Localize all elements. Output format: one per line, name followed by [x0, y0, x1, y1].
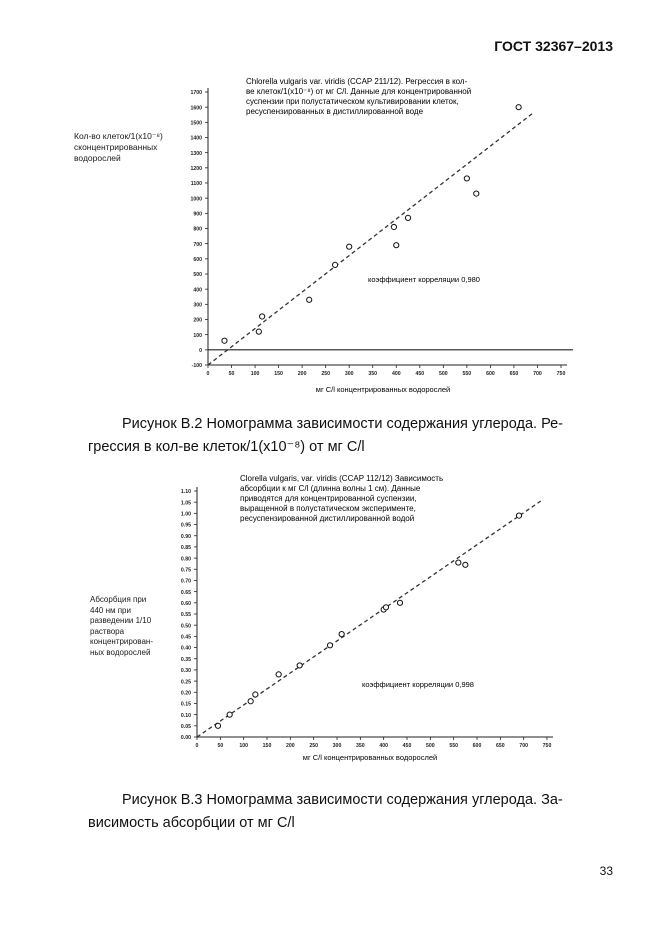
figure2-ylabel-line: разведении 1/10 — [90, 616, 152, 625]
figure1-caption — [88, 413, 618, 459]
figure1-x-tick-label: 750 — [556, 371, 566, 377]
figure2-legend-line: выращенной в полустатическом эксперименте, — [240, 504, 416, 513]
figure2-ylabel-line: концентрирован- — [90, 637, 153, 646]
figure2-xlabel: мг C/l концентрированных водорослей — [302, 753, 438, 762]
figure2-x-tick-label: 650 — [496, 743, 505, 749]
figure2-caption — [88, 789, 618, 835]
figure1-xlabel: мг C/l концентрированных водорослей — [315, 385, 451, 394]
figure2-y-tick-label: 0.25 — [180, 679, 191, 686]
figure2-y-tick-label: 0.95 — [180, 522, 191, 529]
figure2-data-point — [253, 692, 258, 697]
figure2-data-point — [227, 712, 232, 717]
figure2-y-tick-label: 0.35 — [180, 656, 191, 663]
figure1-data-point — [260, 314, 265, 319]
figure1-y-tick-label: 500 — [193, 272, 202, 279]
figure1-trend-line — [208, 113, 533, 365]
figure1-x-tick-label: 300 — [344, 371, 354, 377]
figure2-data-point — [456, 560, 461, 565]
figure1-y-tick-label: 100 — [193, 332, 202, 339]
figure2-x-tick-label: 600 — [472, 743, 482, 749]
figure1-data-point — [464, 176, 469, 181]
figure2-x-tick-label: 550 — [449, 743, 458, 749]
figure1-y-tick-label: 1400 — [190, 135, 202, 142]
figure1-data-point — [307, 297, 312, 302]
figure2-y-tick-label: 0.40 — [180, 645, 191, 652]
standard-number: ГОСТ 32367–2013 — [494, 38, 613, 54]
figure2-y-tick-label: 0.90 — [180, 533, 191, 540]
figure2-annotation: коэффициент корреляции 0,998 — [362, 680, 474, 689]
figure1-x-tick-label: 0 — [206, 371, 210, 377]
figure2-x-tick-label: 750 — [542, 743, 552, 749]
figure2-caption-line: висимость абсорбции от мг C/l — [88, 815, 295, 831]
figure2-ylabel-line: ных водорослей — [90, 647, 151, 657]
figure1-x-tick-label: 250 — [321, 371, 330, 377]
figure2-y-tick-label: 0.80 — [180, 556, 191, 563]
figure1-ylabel-line: Кол-во клеток/1(х10⁻⁸) — [74, 131, 163, 141]
figure2-y-tick-label: 0.45 — [180, 634, 191, 641]
figure2-x-tick-label: 500 — [426, 743, 435, 749]
figure2-y-tick-label: 0.15 — [180, 701, 191, 708]
figure1-y-tick-label: 700 — [193, 241, 202, 248]
figure1-x-tick-label: 100 — [250, 371, 260, 377]
figure1-x-tick-label: 150 — [274, 371, 283, 377]
figure1-y-tick-label: 200 — [193, 317, 202, 324]
figure1-y-tick-label: 800 — [193, 226, 202, 233]
figure2-y-tick-label: 0.05 — [180, 724, 191, 731]
figure1-y-tick-label: -100 — [191, 363, 202, 370]
figure2-data-point — [339, 632, 344, 637]
figure2-legend-line: Clorella vulgaris, var. viridis (CCAP 112/12) Зависимость — [240, 474, 444, 483]
figure2-caption-text: Рисунок В.3 Номограмма зависимости содержания углерода. За- — [122, 792, 563, 808]
figure1-data-point — [222, 338, 227, 343]
figure2-ylabel-line: раствора — [90, 626, 125, 636]
figure2-y-tick-label: 1.00 — [180, 511, 191, 518]
figure1-data-point — [347, 244, 352, 249]
figure1-legend-line: ве клеток/1(х10⁻⁸) от мг C/l. Данные для концентрированной — [246, 87, 472, 96]
figure2-data-point — [276, 672, 281, 677]
figure2-legend — [240, 474, 443, 523]
page-number: 33 — [599, 864, 613, 878]
figure1-y-tick-label: 1000 — [190, 196, 202, 203]
figure1-caption-text: Рисунок В.2 Номограмма зависимости содержания углерода. Ре- — [122, 416, 564, 432]
figure2-ylabel-line: 440 нм при — [90, 605, 131, 615]
figure1-x-tick-label: 500 — [439, 371, 448, 377]
figure2-y-tick-label: 0.55 — [180, 612, 191, 619]
figure1-data-point — [474, 191, 479, 196]
figure1-data-point — [394, 243, 399, 248]
figure1-data-point — [391, 224, 396, 229]
figure1-caption-line: грессия в кол-ве клеток/1(х10⁻⁸) от мг C/l — [88, 439, 365, 455]
figure2-x-tick-label: 400 — [379, 743, 388, 749]
figure1-x-tick-label: 400 — [391, 371, 401, 377]
figure2-data-point — [297, 663, 302, 668]
figure2-y-tick-label: 0.85 — [180, 545, 191, 552]
figure2-x-tick-label: 50 — [217, 743, 224, 749]
figure2-data-point — [248, 699, 253, 704]
figure1-legend-line: Chlorella vulgaris var. viridis (CCAP 211/12). Регрессия в кол- — [246, 77, 468, 86]
figure2-chart — [0, 470, 661, 770]
figure2-caption-line — [88, 789, 618, 812]
figure2-y-tick-label: 0.50 — [180, 623, 191, 630]
figure1-ylabel-line: водорослей — [74, 153, 121, 163]
figure1-legend-line: суспензии при полустатическом культивировании клеток, — [246, 97, 459, 106]
figure1-x-tick-label: 650 — [509, 371, 519, 377]
figure1-ylabel-line: сконцентрированных — [74, 142, 158, 152]
figure2-data-point — [516, 513, 521, 518]
figure1-y-tick-label: 1100 — [190, 181, 202, 188]
figure2-data-point — [327, 643, 332, 648]
figure2-legend-line: абсорбции к мг C/l (длинна волны 1 см). Данные — [240, 484, 421, 493]
figure1-legend — [246, 77, 471, 116]
figure2-data-point — [383, 605, 388, 610]
figure2-y-tick-label: 0.10 — [180, 712, 191, 719]
figure2-x-tick-label: 100 — [239, 743, 248, 749]
figure1-y-tick-label: 600 — [193, 257, 202, 264]
figure2-y-tick-label: 0.00 — [180, 735, 191, 742]
figure1-x-tick-label: 700 — [533, 371, 542, 377]
figure1-x-tick-label: 600 — [486, 371, 495, 377]
figure1-annotation: коэффициент корреляции 0,980 — [368, 275, 480, 284]
figure1-y-tick-label: 1200 — [190, 166, 202, 173]
figure2-x-tick-label: 0 — [195, 743, 199, 749]
figure1-x-tick-label: 50 — [228, 371, 235, 377]
figure2-x-tick-label: 700 — [519, 743, 528, 749]
figure1-y-tick-label: 1300 — [190, 150, 202, 157]
figure2-y-tick-label: 1.05 — [180, 500, 191, 507]
figure1-y-tick-label: 900 — [193, 211, 202, 218]
figure2-y-tick-label: 0.60 — [180, 601, 191, 608]
figure1-caption-line — [88, 413, 618, 436]
figure2-x-tick-label: 150 — [262, 743, 272, 749]
figure1-y-tick-label: 300 — [193, 302, 202, 309]
figure2-y-tick-label: 1.10 — [180, 489, 191, 496]
figure1-y-tick-label: 1500 — [190, 120, 202, 127]
figure2-y-tick-label: 0.20 — [180, 690, 191, 697]
figure2-y-tick-label: 0.75 — [180, 567, 191, 574]
figure1-data-point — [405, 215, 410, 220]
figure2-y-tick-label: 0.30 — [180, 668, 191, 675]
figure1-x-tick-label: 550 — [462, 371, 472, 377]
figure2-x-tick-label: 350 — [356, 743, 365, 749]
figure1-x-tick-label: 200 — [297, 371, 307, 377]
figure1-data-point — [332, 262, 337, 267]
figure2-x-tick-label: 450 — [402, 743, 412, 749]
figure2-legend-line: ресуспензированной дистиллированной водой — [240, 514, 415, 523]
figure1-y-tick-label: 400 — [193, 287, 202, 294]
figure2-x-tick-label: 300 — [332, 743, 342, 749]
figure1-x-tick-label: 350 — [368, 371, 378, 377]
figure2-x-tick-label: 250 — [309, 743, 318, 749]
figure2-y-tick-label: 0.65 — [180, 589, 191, 596]
figure1-legend-line: ресуспензированных в дистиллированной воде — [246, 107, 424, 116]
figure1-chart — [0, 70, 661, 400]
figure2-ylabel-line: Абсорбция при — [90, 595, 147, 604]
figure1-y-tick-label: 1700 — [190, 90, 202, 97]
figure2-data-point — [215, 723, 220, 728]
figure2-data-point — [463, 562, 468, 567]
figure2-y-tick-label: 0.70 — [180, 578, 191, 585]
figure1-data-point — [256, 329, 261, 334]
figure1-x-tick-label: 450 — [415, 371, 425, 377]
figure2-legend-line: приводятся для концентрированной суспензии, — [240, 494, 417, 503]
figure1-y-tick-label: 0 — [199, 348, 202, 355]
figure2-data-point — [397, 600, 402, 605]
figure2-x-tick-label: 200 — [286, 743, 295, 749]
figure1-y-tick-label: 1600 — [190, 105, 202, 112]
figure1-data-point — [516, 105, 521, 110]
